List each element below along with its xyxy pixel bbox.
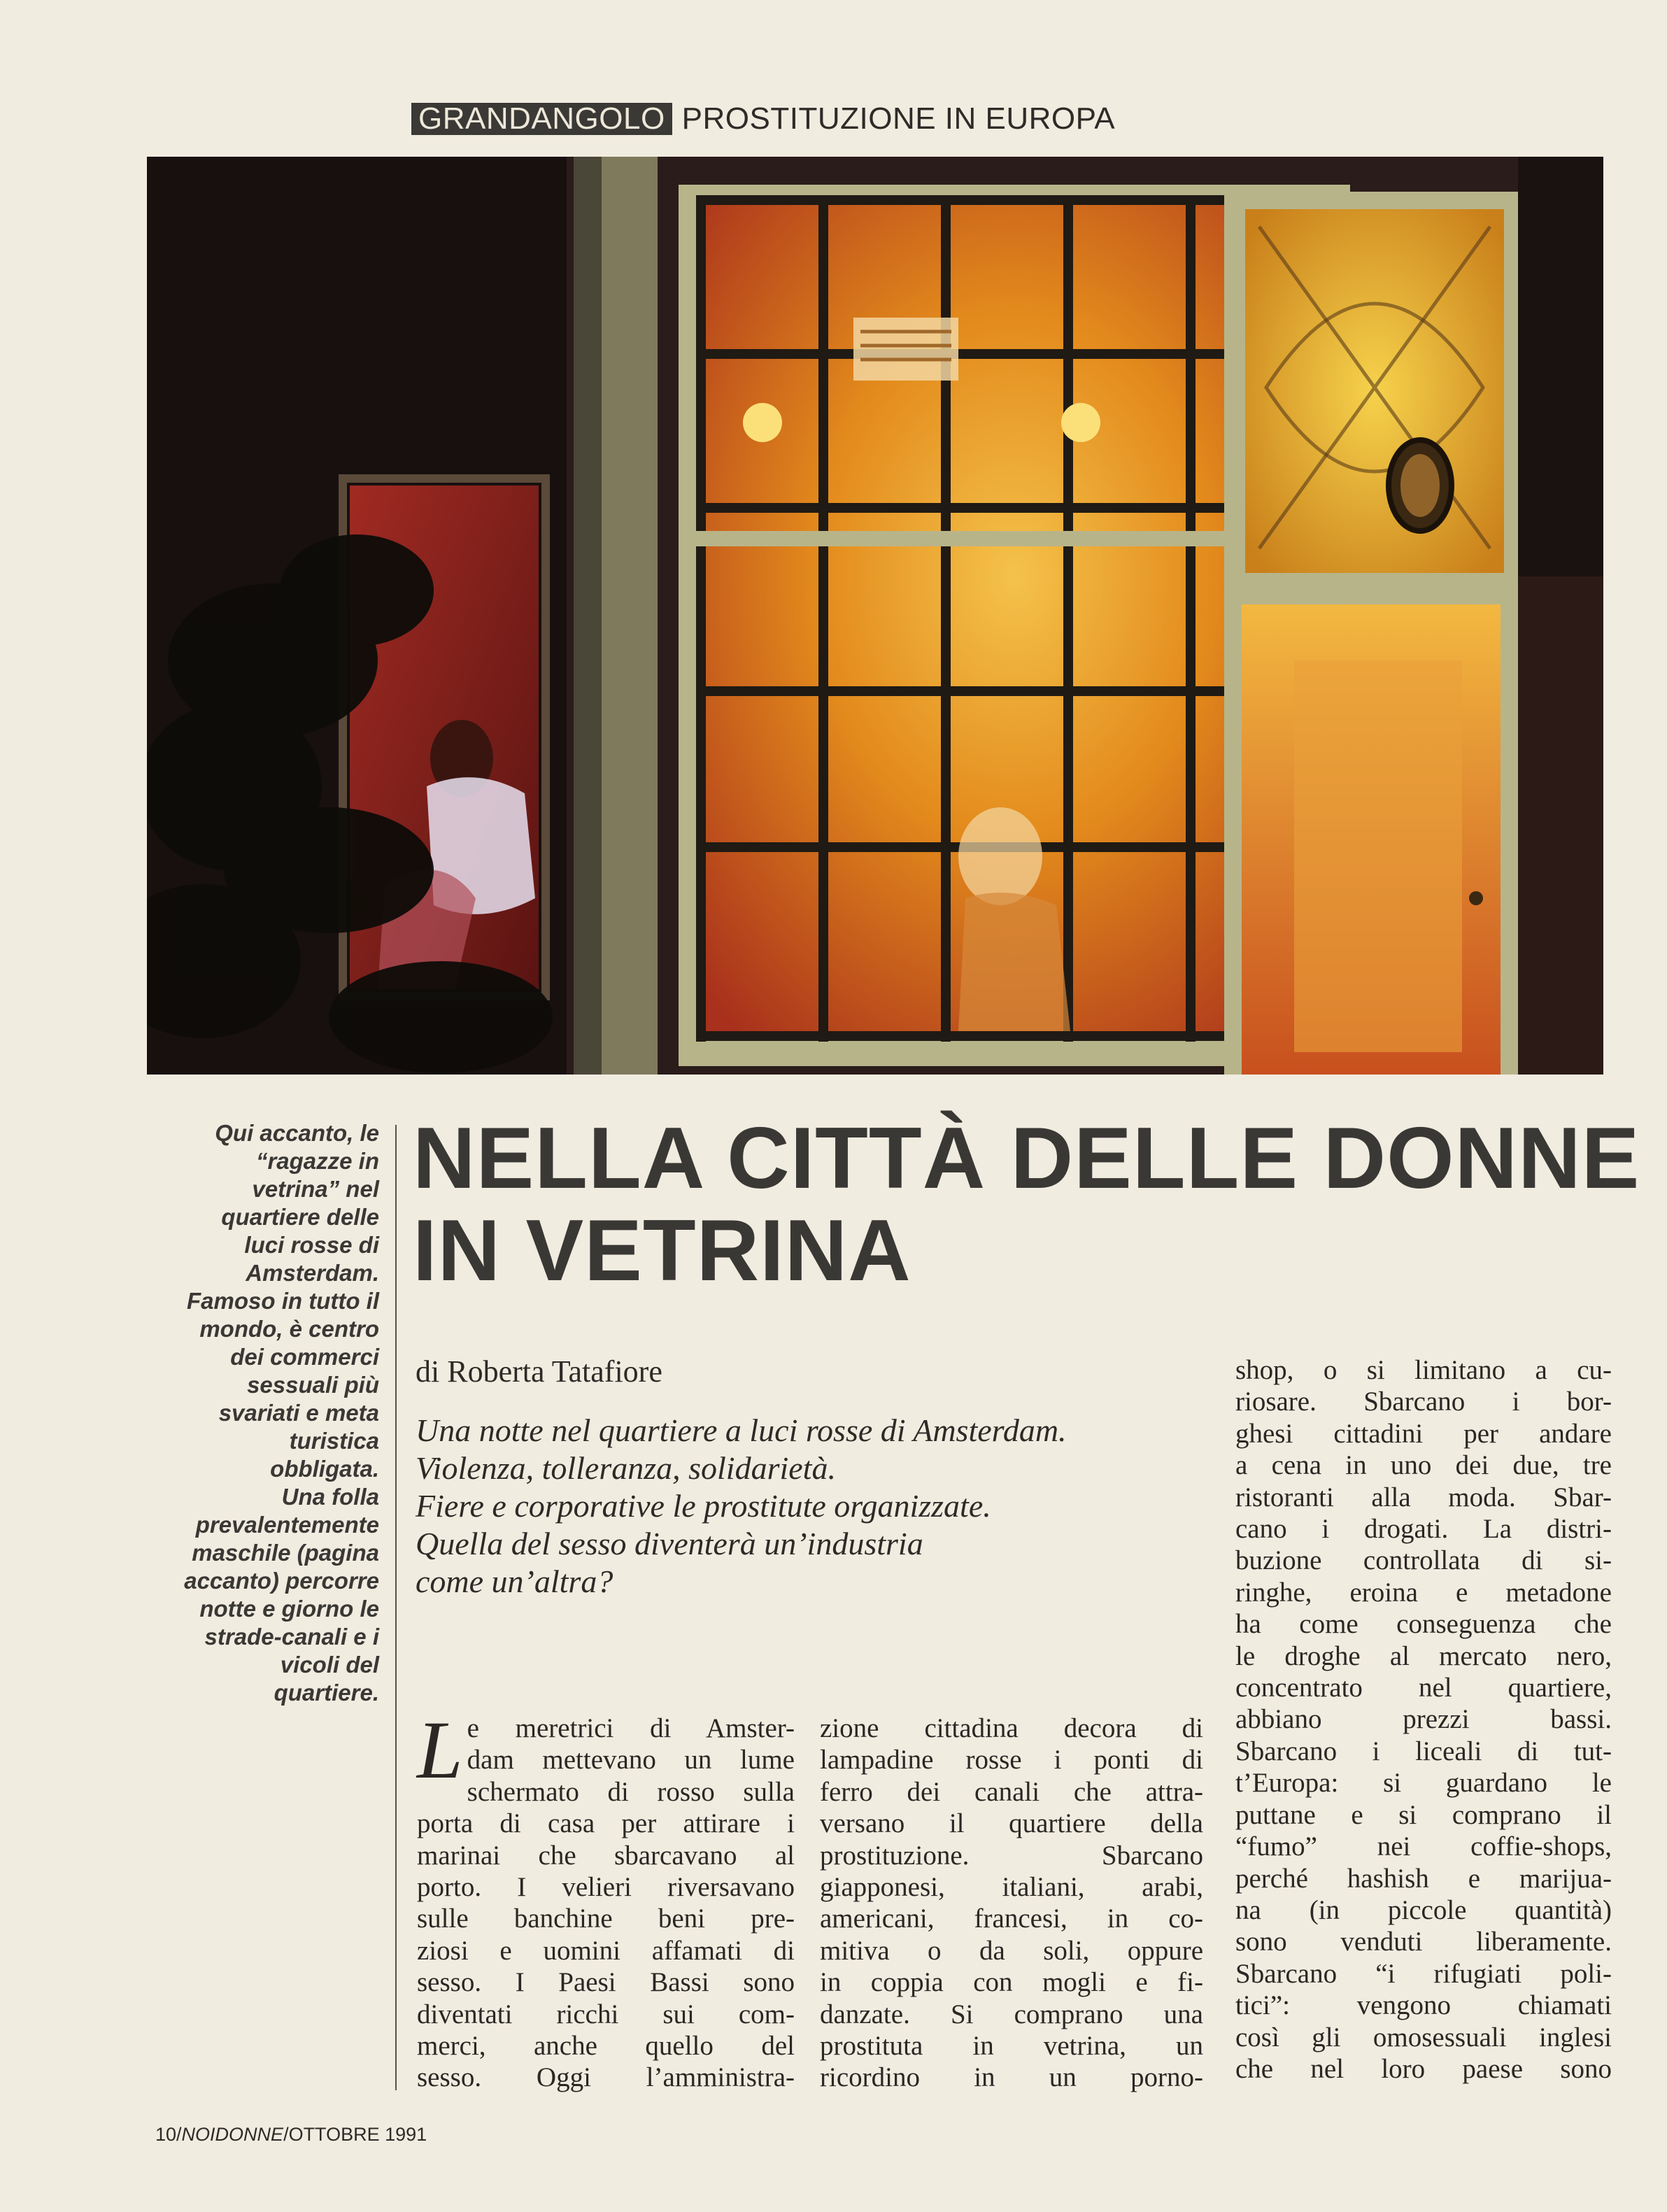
body-line: “fumo” nei coffie-shops, (1235, 1831, 1612, 1862)
body-line: porto. I velieri riversavano (417, 1872, 795, 1903)
body-line: ricordino in un porno- (820, 2062, 1203, 2093)
caption-line: Amsterdam. (246, 1260, 379, 1286)
headline-line: IN VETRINA (413, 1203, 911, 1299)
deck-line: come un’altra? (416, 1564, 613, 1599)
caption-line: strade-canali e i (204, 1624, 379, 1650)
body-line: giapponesi, italiani, arabi, (820, 1872, 1203, 1903)
caption-line: svariati e meta (218, 1400, 379, 1426)
body-line: ha come conseguenza che (1235, 1609, 1612, 1640)
caption-line: dei commerci (230, 1344, 379, 1370)
amsterdam-window-photo (147, 157, 1603, 1075)
body-line: ristoranti alla moda. Sbar- (1235, 1482, 1612, 1512)
headline-line: NELLA CITTÀ DELLE DONNE (413, 1110, 1640, 1207)
article-deck (416, 1412, 1192, 1601)
issue-date: /OTTOBRE 1991 (283, 2124, 427, 2145)
article-headline (413, 1110, 1640, 1299)
body-line: sesso. I Paesi Bassi sono (417, 1967, 795, 1998)
body-line: schermato di rosso sulla (467, 1776, 795, 1807)
body-line: Sbarcano “i rifugiati poli- (1235, 1958, 1612, 1989)
body-line: shop, o si limitano a cu- (1235, 1355, 1612, 1385)
caption-line: notte e giorno le (199, 1596, 379, 1622)
deck-line: Quella del sesso diventerà un’industria (416, 1526, 923, 1561)
body-line: versano il quartiere della (820, 1808, 1203, 1839)
body-column-3 (1235, 1354, 1612, 2085)
caption-line: “ragazze in (255, 1148, 379, 1174)
body-line: ziosi e uomini affamati di (417, 1935, 795, 1966)
body-line: a cena in uno dei due, tre (1235, 1450, 1612, 1481)
body-line: merci, anche quello del (417, 2031, 795, 2062)
byline: di Roberta Tatafiore (416, 1354, 662, 1389)
column-divider (395, 1125, 397, 2090)
body-line: americani, francesi, in co- (820, 1903, 1203, 1934)
drop-cap: L (417, 1704, 463, 1796)
section-header (411, 102, 1115, 136)
body-line: sono venduti liberamente. (1235, 1927, 1612, 1957)
body-column-2 (820, 1713, 1203, 2094)
caption-line: quartiere delle (221, 1204, 379, 1230)
deck-line: Una notte nel quartiere a luci rosse di Amsterdam. (416, 1412, 1067, 1448)
caption-line: accanto) percorre (184, 1568, 379, 1594)
body-line: diventati ricchi sui com- (417, 1999, 795, 2029)
caption-line: Una folla (281, 1484, 379, 1510)
body-line: in coppia con mogli e fi- (820, 1967, 1203, 1998)
body-line: le droghe al mercato nero, (1235, 1640, 1612, 1671)
body-line: lampadine rosse i ponti di (820, 1745, 1203, 1775)
body-line: puttane e si comprano il (1235, 1799, 1612, 1830)
body-line: che nel loro paese sono (1235, 2053, 1612, 2084)
body-column-1 (417, 1704, 795, 2094)
deck-line: Violenza, tolleranza, solidarietà. (416, 1450, 836, 1486)
section-label: GRANDANGOLO (411, 103, 672, 135)
body-line: prostituta in vetrina, un (820, 2031, 1203, 2062)
body-line: concentrato nel quartiere, (1235, 1673, 1612, 1703)
body-line: riosare. Sbarcano i bor- (1235, 1387, 1612, 1417)
body-line: prostituzione. Sbarcano (820, 1840, 1203, 1871)
body-line: dam mettevano un lume (467, 1745, 795, 1775)
body-line: buzione controllata di si- (1235, 1545, 1612, 1576)
body-line: porta di casa per attirare i (417, 1808, 795, 1839)
body-line: perché hashish e marijua- (1235, 1863, 1612, 1894)
caption-line: Qui accanto, le (215, 1120, 379, 1146)
caption-line: vetrina” nel (252, 1176, 379, 1202)
page-folio (155, 2124, 427, 2146)
body-line: e meretrici di Amster- (467, 1713, 795, 1743)
deck-line: Fiere e corporative le prostitute organizzate. (416, 1488, 991, 1524)
body-line: marinai che sbarcavano al (417, 1840, 795, 1871)
caption-line: luci rosse di (244, 1232, 379, 1258)
caption-line: maschile (pagina (192, 1540, 379, 1566)
caption-line: Famoso in tutto il (187, 1288, 379, 1314)
body-line: cano i drogati. La distri- (1235, 1514, 1612, 1545)
caption-line: prevalentemente (195, 1512, 379, 1538)
body-line: danzate. Si comprano una (820, 1999, 1203, 2029)
body-line: zione cittadina decora di (820, 1713, 1203, 1743)
body-line: t’Europa: si guardano le (1235, 1768, 1612, 1799)
caption-line: vicoli del (280, 1652, 379, 1678)
photo-caption (168, 1119, 379, 1707)
caption-line: turistica (289, 1428, 379, 1454)
body-line: mitiva o da soli, oppure (820, 1935, 1203, 1966)
magazine-name: NOIDONNE (181, 2124, 284, 2145)
body-line: Sbarcano i liceali di tut- (1235, 1736, 1612, 1766)
body-line: così gli omosessuali inglesi (1235, 2022, 1612, 2053)
body-line: tici”: vengono chiamati (1235, 1990, 1612, 2021)
caption-line: quartiere. (274, 1680, 379, 1706)
body-line: sulle banchine beni pre- (417, 1903, 795, 1934)
page-number: 10/ (155, 2124, 182, 2145)
caption-line: sessuali più (247, 1372, 379, 1398)
body-line: abbiano prezzi bassi. (1235, 1704, 1612, 1735)
body-line: ghesi cittadini per andare (1235, 1418, 1612, 1449)
body-line: sesso. Oggi l’amministra- (417, 2062, 795, 2093)
body-line: na (in piccole quantità) (1235, 1894, 1612, 1925)
window-photo-illustration (147, 157, 1603, 1075)
caption-line: mondo, è centro (199, 1316, 379, 1342)
body-line: ferro dei canali che attra- (820, 1776, 1203, 1807)
caption-line: obbligata. (270, 1456, 379, 1482)
body-line: ringhe, eroina e metadone (1235, 1577, 1612, 1608)
section-topic: PROSTITUZIONE IN EUROPA (681, 101, 1116, 136)
